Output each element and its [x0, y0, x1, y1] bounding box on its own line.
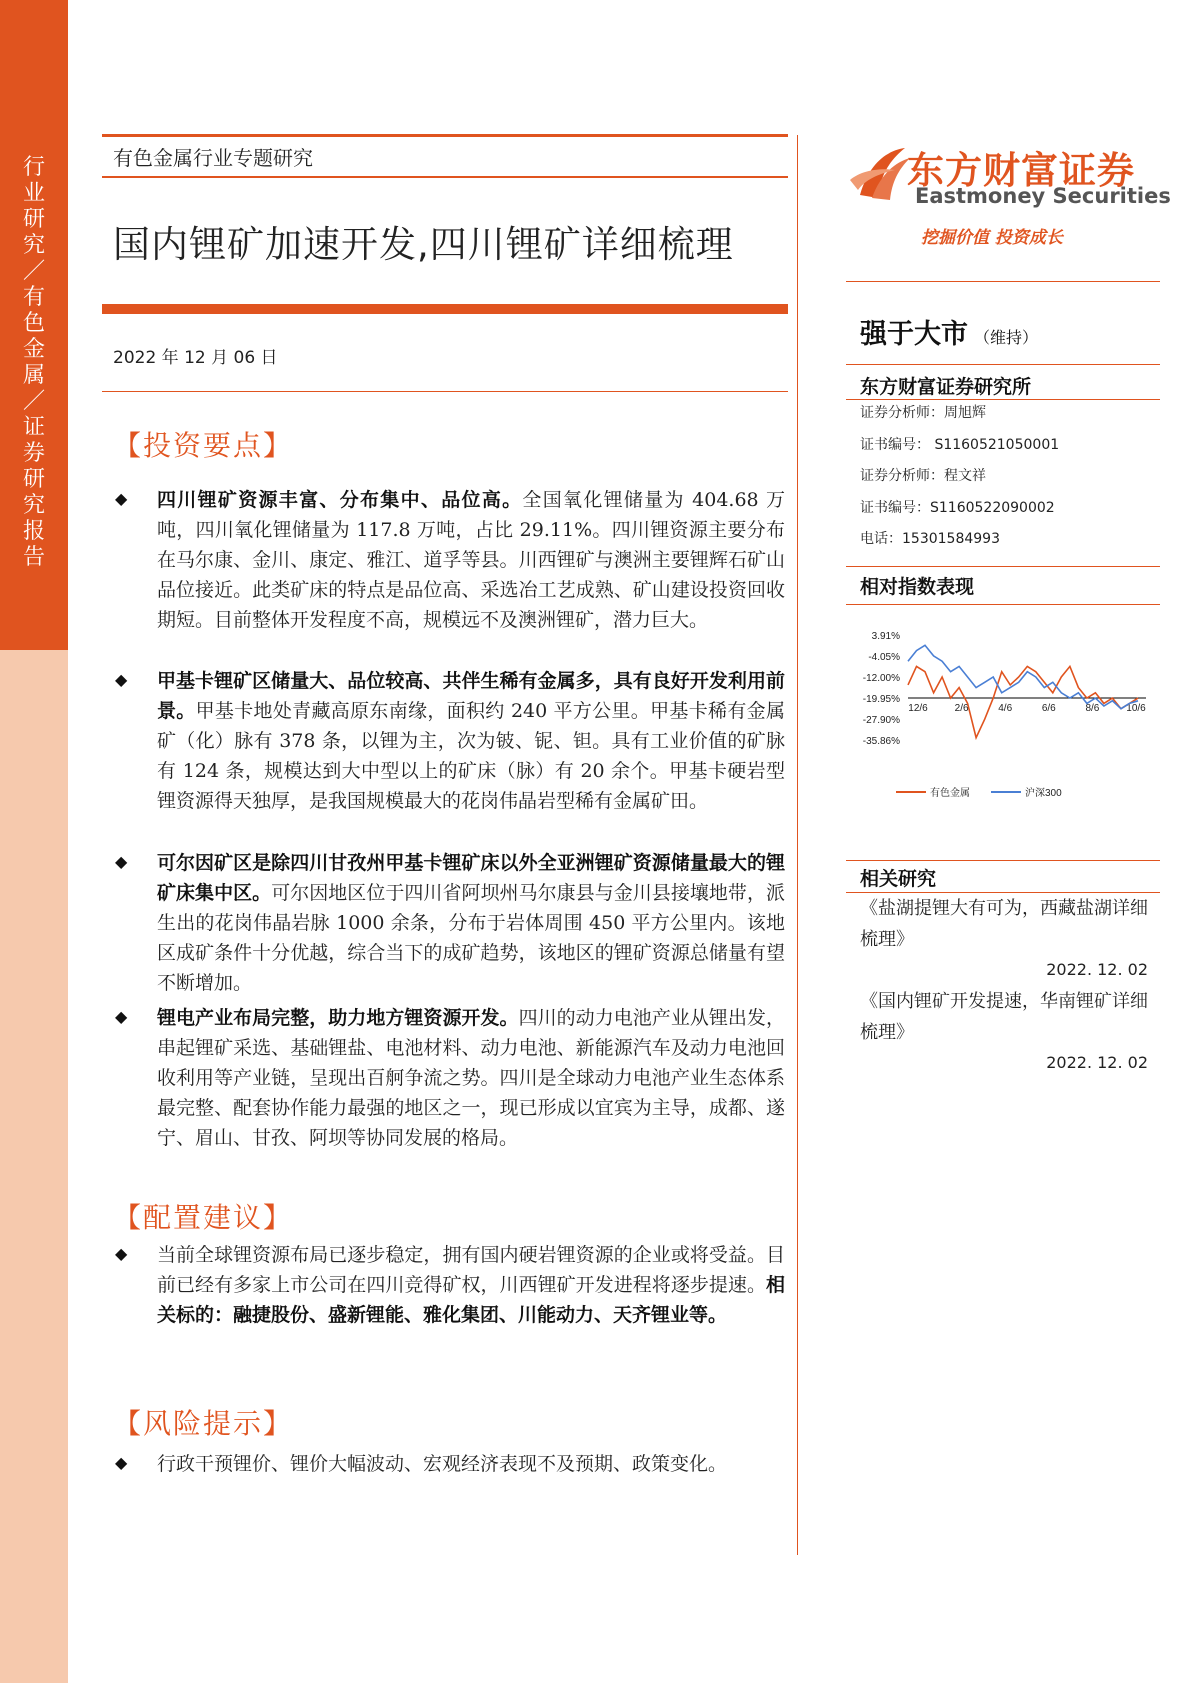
diamond-icon: ◆ — [115, 489, 128, 508]
sidebar-band — [0, 0, 68, 1683]
diamond-icon: ◆ — [115, 1007, 128, 1026]
y-tick-label: -4.05% — [868, 652, 900, 663]
rule — [846, 604, 1160, 605]
related-item-2[interactable]: 《国内锂矿开发提速，华南锂矿详细梳理》 — [860, 991, 1148, 1043]
brand-name-cn: 东方财富证券 — [907, 149, 1135, 192]
rating-label: 强于大市 — [860, 319, 968, 350]
bullet-body: 可尔因地区位于四川省阿坝州马尔康县与金川县接壤地带，派生出的花岗伟晶岩脉 1000 余条，分布于岩体周围 450 平方公里内。该地区成矿条件十分优越，综合当下的成矿趋势，该地区的锂矿资源总储量有望不断增加。 — [157, 882, 785, 994]
y-tick-label: -12.00% — [862, 673, 900, 684]
y-tick-label: -27.90% — [862, 715, 900, 726]
bullet-body: 甲基卡地处青藏高原东南缘，面积约 240 平方公里。甲基卡稀有金属矿（化）脉有 378 条，以锂为主，次为铍、铌、钽。具有工业价值的矿脉有 124 条，规模达到大中型以上的矿床（脉）有 20 余个。甲基卡硬岩型锂资源得天独厚，是我国规模最大的花岗伟晶岩型稀有金属矿田。 — [157, 700, 785, 812]
analyst-2: 证券分析师：程文祥 — [860, 468, 986, 484]
risk-bullet — [113, 1449, 785, 1479]
cert-1: 证书编号： S1160521050001 — [860, 437, 1060, 453]
rating — [860, 312, 1038, 351]
invest-bullet-2 — [113, 666, 785, 816]
x-tick-label: 8/6 — [1085, 702, 1100, 714]
rule — [102, 176, 788, 178]
invest-bullet-1 — [113, 485, 785, 635]
config-heading: 【配置建议】 — [113, 1201, 294, 1234]
config-targets: 相关标的：融捷股份、盛新锂能、雅化集团、川能动力、天齐锂业等。 — [157, 1274, 785, 1326]
bullet-lead: 锂电产业布局完整，助力地方锂资源开发。 — [157, 1007, 519, 1029]
diamond-icon: ◆ — [115, 670, 128, 689]
bullet-body: 全国氧化锂储量为 404.68 万吨，四川氧化锂储量为 117.8 万吨，占比 29.11%。四川锂资源主要分布在马尔康、金川、康定、雅江、道孚等县。川西锂矿与澳洲主要锂辉石矿山品位接近。此类矿床的特点是品位高、采选冶工艺成熟、矿山建设投资回收期短。目前整体开发程度不高，规模远不及澳洲锂矿，潜力巨大。 — [157, 489, 785, 631]
top-rule — [102, 134, 788, 137]
phone: 电话：15301584993 — [860, 531, 1000, 547]
report-date: 2022 年 12 月 06 日 — [113, 348, 278, 368]
invest-bullet-3 — [113, 848, 785, 998]
y-tick-label: 3.91% — [871, 631, 900, 642]
rule — [846, 860, 1160, 861]
risk-body: 行政干预锂价、锂价大幅波动、宏观经济表现不及预期、政策变化。 — [157, 1453, 728, 1475]
related-date-1: 2022. 12. 02 — [1046, 960, 1148, 979]
x-tick-label: 2/6 — [954, 702, 969, 714]
rule — [846, 364, 1160, 365]
bullet-lead: 可尔因矿区是除四川甘孜州甲基卡锂矿床以外全亚洲锂矿资源储量最大的锂矿床集中区。 — [157, 852, 785, 904]
rule — [846, 566, 1160, 567]
related-date-2: 2022. 12. 02 — [1046, 1053, 1148, 1072]
rule — [846, 399, 1160, 400]
related-heading: 相关研究 — [860, 868, 937, 890]
diamond-icon: ◆ — [115, 852, 128, 871]
legend-label: 沪深300 — [1025, 788, 1062, 799]
bullet-lead: 甲基卡锂矿区储量大、品位较高、共伴生稀有金属多，具有良好开发利用前景。 — [157, 670, 785, 722]
risk-heading: 【风险提示】 — [113, 1407, 294, 1440]
chart-heading: 相对指数表现 — [860, 576, 975, 598]
column-divider — [797, 135, 798, 1555]
invest-points-heading: 【投资要点】 — [113, 429, 294, 462]
report-title: 国内锂矿加速开发,四川锂矿详细梳理 — [113, 223, 734, 266]
sidebar-category-text: 行业研究／有色金属／证券研究报告 — [22, 155, 45, 570]
title-rule — [102, 304, 788, 314]
invest-bullet-4 — [113, 1003, 785, 1153]
x-tick-label: 10/6 — [1126, 702, 1146, 714]
bullet-lead: 四川锂矿资源丰富、分布集中、品位高。 — [157, 489, 523, 511]
rating-note: （维持） — [974, 328, 1039, 347]
diamond-icon: ◆ — [115, 1453, 128, 1472]
bullet-body: 四川的动力电池产业从锂出发，串起锂矿采选、基础锂盐、电池材料、动力电池、新能源汽车及动力电池回收利用等产业链，呈现出百舸争流之势。四川是全球动力电池产业生态体系最完整、配套协作能力最强的地区之一，现已形成以宜宾为主导，成都、遂宁、眉山、甘孜、阿坝等协同发展的格局。 — [157, 1007, 785, 1149]
analyst-1: 证券分析师：周旭辉 — [860, 405, 986, 421]
legend-label: 有色金属 — [930, 788, 970, 799]
cert-2: 证书编号：S1160522090002 — [860, 500, 1055, 516]
diamond-icon: ◆ — [115, 1244, 128, 1263]
brand-name-en: Eastmoney Securities — [915, 184, 1171, 208]
y-tick-label: -19.95% — [862, 694, 900, 705]
relative-index-chart — [846, 620, 1158, 810]
report-type: 有色金属行业专题研究 — [113, 146, 313, 170]
config-bullet — [113, 1240, 785, 1330]
institute-name: 东方财富证券研究所 — [860, 376, 1032, 398]
date-rule — [102, 391, 788, 392]
config-body: 当前全球锂资源布局已逐步稳定，拥有国内硬岩锂资源的企业或将受益。目前已经有多家上市公司在四川竞得矿权，川西锂矿开发进程将逐步提速。 — [157, 1244, 785, 1296]
x-tick-label: 4/6 — [998, 702, 1013, 714]
x-tick-label: 6/6 — [1041, 702, 1056, 714]
x-tick-label: 12/6 — [908, 702, 928, 714]
y-tick-label: -35.86% — [862, 736, 900, 747]
related-item-1[interactable]: 《盐湖提锂大有可为，西藏盐湖详细梳理》 — [860, 898, 1148, 950]
brand-slogan: 挖掘价值 投资成长 — [921, 228, 1063, 248]
rule — [846, 281, 1160, 282]
